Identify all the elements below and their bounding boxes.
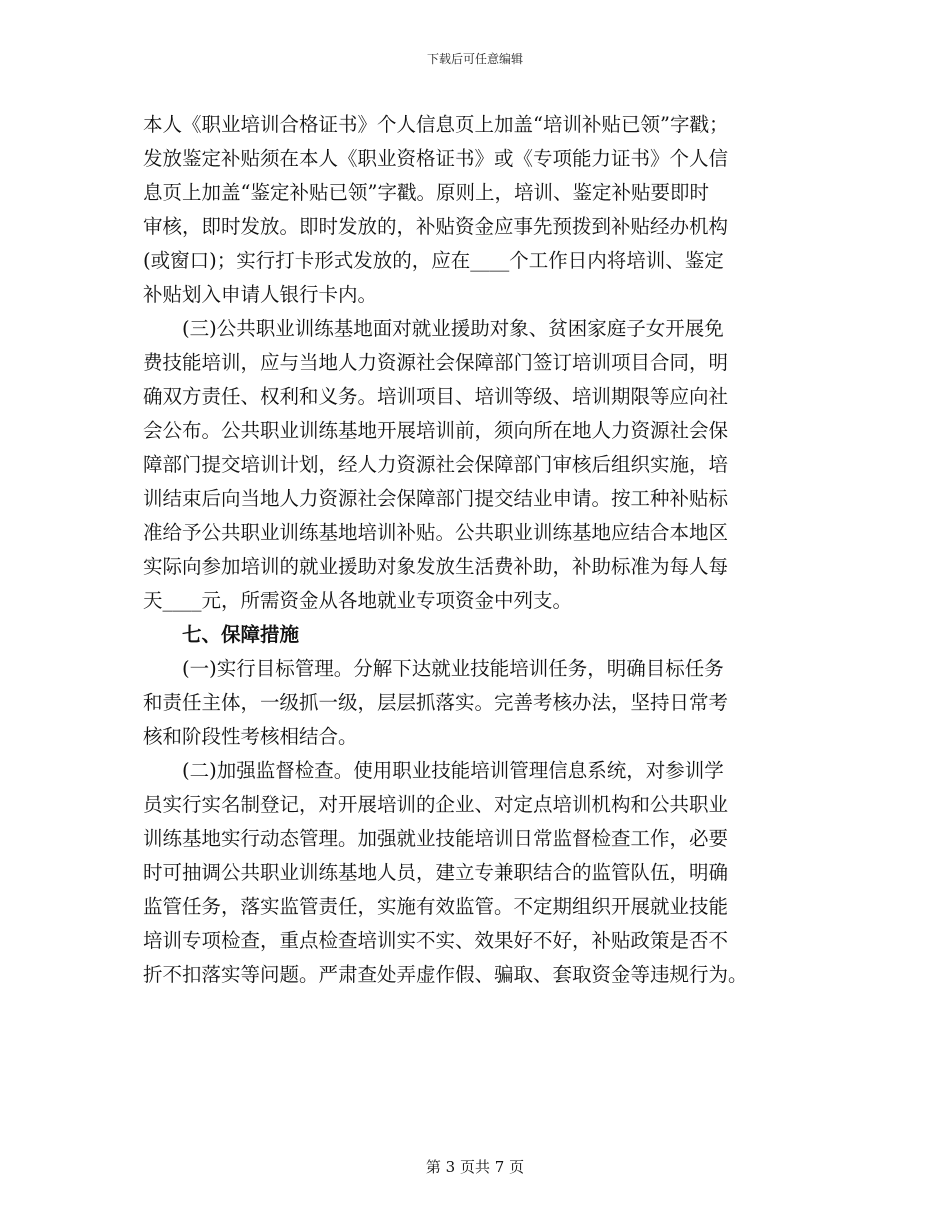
text-line: (三)公共职业训练基地面对就业援助对象、贫困家庭子女开展免 — [182, 317, 724, 340]
text-line: (二)加强监督检查。使用职业技能培训管理信息系统，对参训学 — [182, 759, 724, 782]
text-line: 折不扣落实等问题。严肃查处弄虚作假、骗取、套取资金等违规行为。 — [143, 963, 748, 986]
section-heading: 七、保障措施 — [182, 623, 300, 646]
text-line: 培训专项检查，重点检查培训实不实、效果好不好，补贴政策是否不 — [143, 929, 729, 952]
text-line: 审核，即时发放。即时发放的，补贴资金应事先预拨到补贴经办机构 — [143, 215, 729, 238]
text-line: 息页上加盖“鉴定补贴已领”字戳。原则上，培训、鉴定补贴要即时 — [143, 181, 709, 204]
text-line: 实际向参加培训的就业援助对象发放生活费补助，补助标准为每人每 — [143, 555, 729, 578]
page-header: 下载后可任意编辑 — [426, 52, 523, 66]
page-number: 第 3 页共 7 页 — [425, 1158, 525, 1176]
text-line: 员实行实名制登记，对开展培训的企业、对定点培训机构和公共职业 — [143, 793, 729, 816]
text-line: 和责任主体，一级抓一级，层层抓落实。完善考核办法，坚持日常考 — [143, 691, 729, 714]
text-line: 训练基地实行动态管理。加强就业技能培训日常监督检查工作，必要 — [143, 827, 729, 850]
text-line: 核和阶段性考核相结合。 — [143, 725, 358, 748]
text-line: (一)实行目标管理。分解下达就业技能培训任务，明确目标任务 — [182, 657, 724, 680]
text-line: 费技能培训，应与当地人力资源社会保障部门签订培训项目合同，明 — [143, 351, 729, 374]
text-line: 监管任务，落实监管责任，实施有效监管。不定期组织开展就业技能 — [143, 895, 729, 918]
text-line: 时可抽调公共职业训练基地人员，建立专兼职结合的监管队伍，明确 — [143, 861, 729, 884]
text-line: 训结束后向当地人力资源社会保障部门提交结业申请。按工种补贴标 — [143, 487, 729, 510]
text-line: 发放鉴定补贴须在本人《职业资格证书》或《专项能力证书》个人信 — [143, 147, 729, 170]
text-line: 天____元，所需资金从各地就业专项资金中列支。 — [143, 589, 573, 612]
text-line: 本人《职业培训合格证书》个人信息页上加盖“培训补贴已领”字戳； — [143, 113, 729, 136]
text-line: 会公布。公共职业训练基地开展培训前，须向所在地人力资源社会保 — [143, 419, 729, 442]
text-line: 确双方责任、权利和义务。培训项目、培训等级、培训期限等应向社 — [143, 385, 729, 408]
document-body — [143, 108, 809, 992]
text-line: 补贴划入申请人银行卡内。 — [143, 283, 378, 306]
text-line: (或窗口)；实行打卡形式发放的，应在____个工作日内将培训、鉴定 — [143, 249, 724, 272]
text-line: 障部门提交培训计划，经人力资源社会保障部门审核后组织实施，培 — [143, 453, 729, 476]
text-line: 准给予公共职业训练基地培训补贴。公共职业训练基地应结合本地区 — [143, 521, 729, 544]
